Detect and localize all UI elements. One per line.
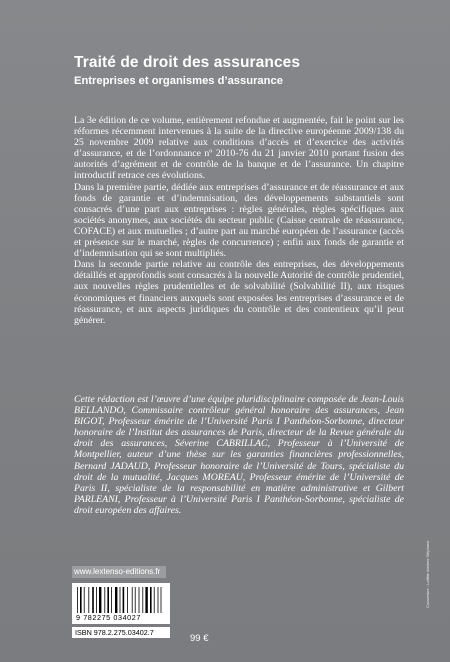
publisher-website-link[interactable]: www.lextenso-editions.fr xyxy=(72,566,166,578)
publisher-footer xyxy=(72,566,352,638)
barcode-bars-icon xyxy=(76,587,166,613)
book-subtitle: Entreprises et organismes d’assurance xyxy=(74,75,283,87)
price-label: 99 € xyxy=(190,633,209,644)
description-paragraph-2: Dans la première partie, dédiée aux entreprises d’assurance et de réassurance et aux fonds de garantie et d’indemnisation, des développements substantiels sont consacrés d’une part aux entreprises : règles générales, règles spécifiques aux sociétés anonymes, aux sociétés du secteur public (Caisse centrale de réassurance, COFACE) et aux mutuelles ; d’autre part au marché européen de l’assurance (accès et présence sur le marché, règles de concurrence) ; enfin aux fonds de garantie et d’indemnisation qui se sont multipliés. xyxy=(74,181,404,260)
title-block xyxy=(74,54,414,88)
isbn-label: ISBN 978.2.275.03402.7 xyxy=(72,627,170,638)
authors-credits: Cette rédaction est l’œuvre d’une équipe pluridisciplinaire composée de Jean-Louis BELLANDO, Commissaire contrôleur général honoraire des assurances, Jean BIGOT, Professeur émérite de l’Université Paris I Panthéon-Sorbonne, directeur honoraire de l’Institut des assurances de Paris, directeur de la Revue générale du droit des assurances, Séverine CABRILLAC, Professeur à l’Université de Montpellier, auteur d’une thèse sur les garanties financières professionnelles, Bernard JADAUD, Professeur honoraire de l’Université de Tours, spécialiste du droit de la mutualité, Jacques MOREAU, Professeur émérite de l’Université de Paris II, spécialiste de la responsabilité en matière administrative et Gilbert PARLEANI, Professeur à l’Université Paris I Panthéon-Sorbonne, spécialiste de droit européen des affaires. xyxy=(74,394,404,516)
description-paragraph-3: Dans la seconde partie relative au contrôle des entreprises, des développements détaillés et approfondis sont consacrés à la nouvelle Autorité de contrôle prudentiel, aux nouvelles règles prudentielles et de solvabilité (Solvabilité II), aux risques économiques et financiers auxquels sont exposées les entreprises d’assurance et de réassurance, et aux aspects juridiques du contrôle et des contentieux qu’il peut générer. xyxy=(74,259,404,326)
barcode-digits: 9 782275 034027 xyxy=(76,613,141,622)
description-paragraph-1: La 3e édition de ce volume, entièrement refondue et augmentée, fait le point sur les réformes récemment intervenues à la suite de la directive européenne 2009/138 du 25 novembre 2009 relative aux conditions d’accès et d’exercice des activités d’assurance, et de l’ordonnance nº 2010-76 du 21 janvier 2010 portant fusion des autorités d’agrément et de contrôle de la banque et de l’assurance. Un chapitre introductif retrace ces évolutions. xyxy=(74,115,404,182)
description-text xyxy=(74,115,404,326)
photo-credit: Couverture : Laffitte Ateliers Stéphane xyxy=(425,540,430,608)
book-title: Traité de droit des assurances xyxy=(74,54,301,71)
barcode xyxy=(72,583,170,624)
